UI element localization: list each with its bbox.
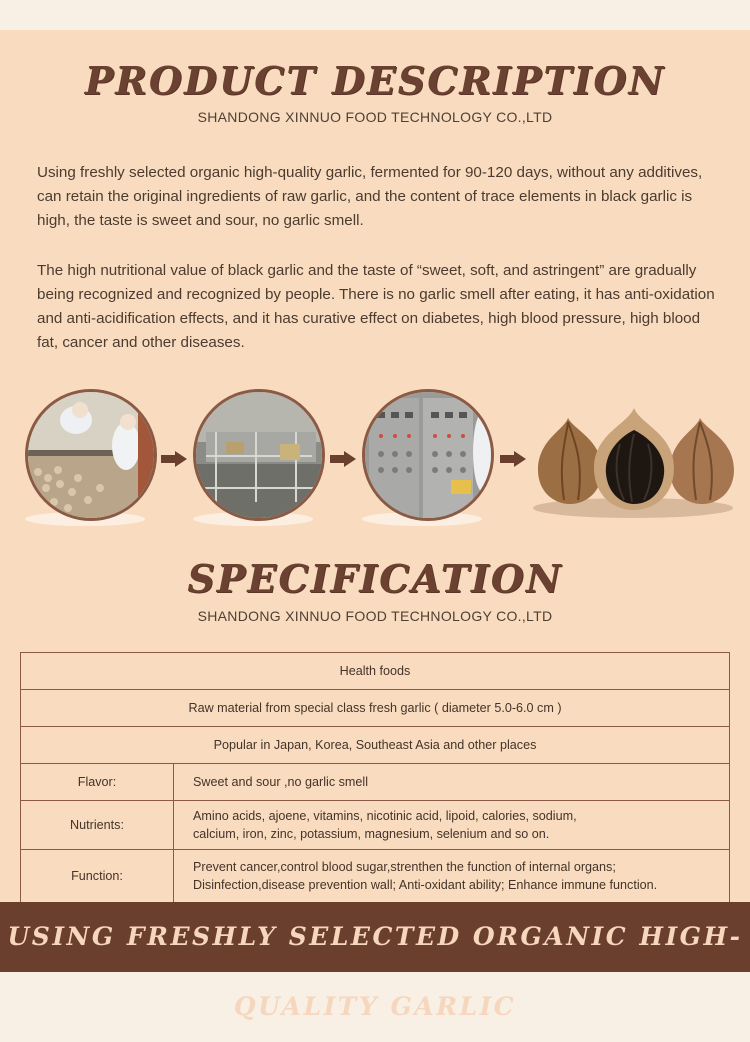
spec-cell: Raw material from special class fresh garlic ( diameter 5.0-6.0 cm ) — [188, 701, 562, 715]
table-row — [21, 801, 729, 850]
specification-table — [20, 652, 730, 902]
spec-value-function — [174, 850, 729, 902]
specification-company-name: SHANDONG XINNUO FOOD TECHNOLOGY CO.,LTD — [197, 608, 553, 624]
arrow-right-icon — [330, 451, 356, 467]
arrow-right-icon — [161, 451, 187, 467]
banner-text: USING FRESHLY SELECTED ORGANIC HIGH-QUALITY GARLIC — [7, 922, 743, 1021]
spec-label-flavor: Flavor: — [21, 764, 174, 800]
spec-cell: Health foods — [339, 664, 411, 678]
bottom-banner — [0, 902, 750, 1021]
function-line-2: Disinfection,disease prevention wall; Anti-oxidant ability; Enhance immune function. — [193, 878, 658, 892]
process-step-1-image — [25, 389, 157, 521]
product-description-heading: PRODUCT DESCRIPTION — [84, 58, 666, 103]
description-company-name: SHANDONG XINNUO FOOD TECHNOLOGY CO.,LTD — [197, 109, 553, 125]
black-garlic-product-image — [528, 400, 738, 520]
table-row — [21, 727, 729, 764]
function-line-1: Prevent cancer,control blood sugar,strenthen the function of internal organs; — [193, 860, 616, 874]
process-step-2-image — [193, 389, 325, 521]
spec-cell: Popular in Japan, Korea, Southeast Asia and other places — [213, 738, 537, 752]
spec-label-function: Function: — [21, 850, 174, 902]
process-step-3-image — [362, 389, 494, 521]
nutrients-line-2: calcium, iron, zinc, potassium, magnesium, selenium and so on. — [193, 827, 550, 841]
spec-value-nutrients — [174, 801, 729, 849]
page-content — [0, 30, 750, 1021]
specification-heading: SPECIFICATION — [187, 556, 563, 601]
table-row — [21, 850, 729, 902]
spec-label-nutrients: Nutrients: — [21, 801, 174, 849]
arrow-right-icon — [500, 451, 526, 467]
nutrients-line-1: Amino acids, ajoene, vitamins, nicotinic acid, lipoid, calories, sodium, — [193, 809, 577, 823]
table-row — [21, 764, 729, 801]
description-paragraph-2: The high nutritional value of black garlic and the taste of “sweet, soft, and astringent” are gradually being recognized and recognized by people. There is no garlic smell after eating, it has anti-oxidation and anti-acidification effects, and it has curative effect on diabetes, high blood pressure, high blood fat, cancer and other diseases. — [37, 262, 715, 351]
table-row — [21, 653, 729, 690]
spec-value-flavor: Sweet and sour ,no garlic smell — [193, 775, 368, 789]
description-paragraph-1: Using freshly selected organic high-quality garlic, fermented for 90-120 days, without any additives, can retain the original ingredients of raw garlic, and the content of trace elements in black garlic is high, the taste is sweet and sour, no garlic smell. — [37, 164, 703, 229]
table-row — [21, 690, 729, 727]
